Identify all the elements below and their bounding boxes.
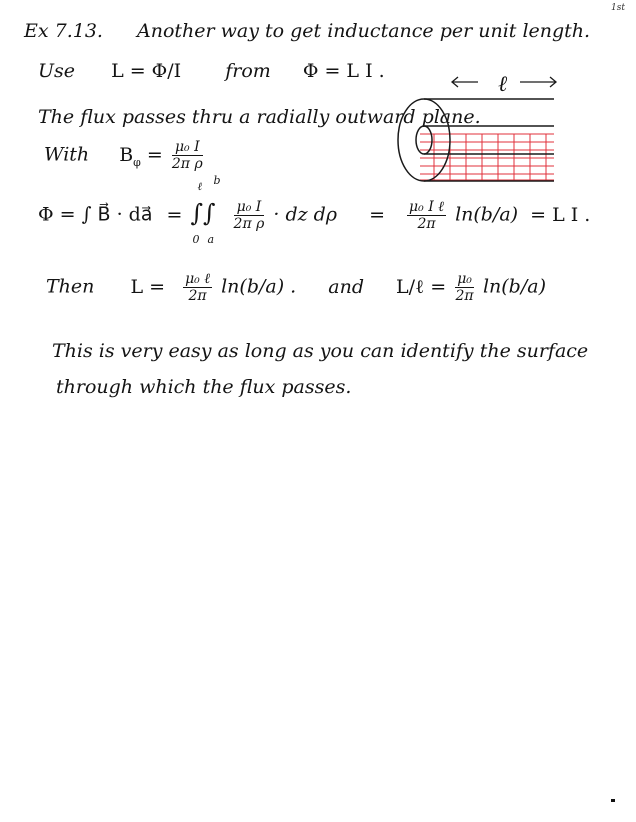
inductance-definition: L = Φ/I bbox=[111, 60, 182, 82]
flux-integral-lhs: Φ = ∫ B⃗ · da⃗ bbox=[38, 203, 153, 226]
field-denominator: 2π ρ bbox=[171, 156, 203, 172]
field-numerator: μ₀ I bbox=[172, 140, 203, 156]
second-equals-sign: = bbox=[369, 203, 385, 226]
page-mark bbox=[611, 799, 615, 802]
flux-relation: Φ = L I . bbox=[302, 60, 385, 82]
per-length-fraction bbox=[455, 272, 474, 303]
result-denominator: 2π bbox=[417, 216, 436, 232]
closing-sentence-1: This is very easy as long as you can identify the surface bbox=[52, 340, 589, 362]
lower-limit-z: 0 bbox=[192, 232, 200, 246]
inductance-fraction bbox=[183, 272, 212, 303]
from-word: from bbox=[225, 60, 271, 82]
example-heading bbox=[24, 22, 590, 41]
integral-signs: ∫∫ bbox=[190, 198, 216, 227]
field-fraction bbox=[172, 140, 203, 171]
integrand-differentials: · dz dρ bbox=[273, 203, 338, 226]
upper-limit-rho: b bbox=[213, 173, 221, 187]
with-word: With bbox=[44, 143, 90, 166]
double-integral bbox=[190, 173, 225, 246]
equals-sign: = bbox=[166, 203, 183, 226]
integrand-fraction bbox=[234, 200, 265, 231]
length-label: ℓ bbox=[498, 72, 508, 97]
page-label: 1st bbox=[611, 3, 625, 13]
per-length-denominator: 2π bbox=[455, 288, 474, 304]
inductance-denominator: 2π bbox=[188, 288, 207, 304]
per-length-lhs: L/ℓ = bbox=[396, 275, 447, 298]
integrand-denominator: 2π ρ bbox=[233, 216, 265, 232]
use-line bbox=[38, 62, 385, 81]
then-word: Then bbox=[46, 275, 95, 298]
result-numerator: μ₀ I ℓ bbox=[409, 199, 445, 215]
field-symbol: $B_\varphi$ = bbox=[119, 143, 163, 169]
coaxial-cylinder-diagram bbox=[394, 70, 564, 192]
inductance-result-line bbox=[46, 272, 546, 303]
lower-limit-rho: a bbox=[207, 232, 215, 246]
example-number: Ex 7.13. bbox=[24, 20, 103, 42]
flux-plane-sentence: The flux passes thru a radially outward plane. bbox=[38, 106, 481, 128]
result-equals-LI: = L I . bbox=[530, 203, 591, 226]
field-line bbox=[44, 140, 206, 171]
upper-limit-z: ℓ bbox=[197, 179, 203, 193]
inductance-numerator: μ₀ ℓ bbox=[185, 271, 211, 287]
and-word: and bbox=[328, 275, 364, 298]
closing-sentence-2: through which the flux passes. bbox=[56, 376, 352, 398]
result-log: ln(b/a) bbox=[455, 203, 519, 226]
flux-integral-line bbox=[38, 173, 591, 246]
use-word: Use bbox=[38, 60, 76, 82]
inductance-lhs: L = bbox=[130, 275, 166, 298]
result-fraction bbox=[407, 200, 446, 231]
cylinder-outline bbox=[398, 99, 554, 181]
per-length-numerator: μ₀ bbox=[457, 271, 472, 287]
inductance-log: ln(b/a) . bbox=[221, 275, 297, 298]
example-title: Another way to get inductance per unit length. bbox=[137, 20, 591, 42]
integrand-numerator: μ₀ I bbox=[234, 200, 265, 216]
per-length-log: ln(b/a) bbox=[482, 275, 546, 298]
